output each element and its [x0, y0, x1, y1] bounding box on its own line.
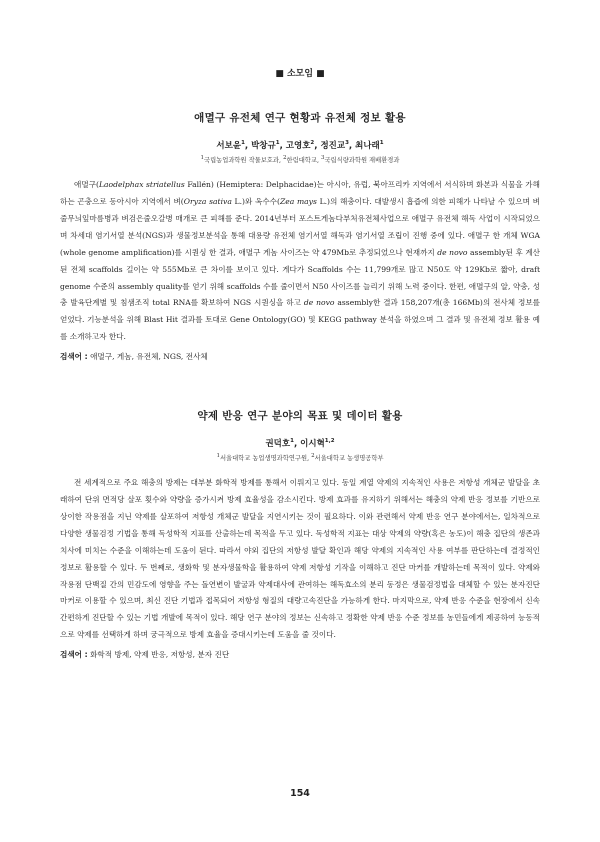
affil-sup: 2 [283, 155, 287, 161]
affil-text: 국립농업과학원 작물보호과, [204, 157, 282, 165]
author-name: 박창규 [251, 141, 276, 151]
abstract-1-keywords [60, 351, 540, 362]
author-name: 이시혁 [300, 439, 325, 449]
body-text: assembly된 후 계산된 전체 scaffolds 길이는 약 555Mb로 큰 차이를 보이고 있다. 게다가 Scaffolds 수는 11,799개로 많고 N50도 약 129Kb로 짧아, draft genome 수준의 assembly quality를 얻기 위해 scaffolds 수를 줄이면서 N50 사이즈를 늘리기 위해 노력 중이다. 한편, 애멸구의 알, 약충, 성충 발육단계별 및 침샘조직 total RNA를 확보하여 NGS 시퀀싱을 하고 [60, 247, 541, 308]
author-name: 고영호 [285, 141, 311, 151]
abstract-1-title: 애멸구 유전체 연구 현황과 유전체 정보 활용 [194, 112, 406, 124]
author-sup: 3 [345, 140, 349, 147]
body-text: Fallén) (Hemiptera: Delphacidae)는 아시아, 유럽, 북아프리카 지역에서 서식하며 화본과 식물을 가해하는 곤충으로 동아시아 지역에서 벼( [60, 180, 540, 206]
abstract-2-body: 전 세계적으로 주요 해충의 방제는 대부분 화학적 방제를 통해서 이뤄지고 있다. 동일 계열 약제의 지속적인 사용은 저항성 개체군 발달을 초래하여 단위 면적당 살포 횟수와 약량을 증가시켜 방제 효율성을 감소시킨다. 방제 효과를 유지하기 위해서는 해충의 약제 반응 정보를 기반으로 상이한 작용점을 지닌 약제를 살포하여 저항성 개체군 발달을 지연시키는 것이 필요하다. 이와 관련해서 약제 반응 연구 분야에서는, 일차적으로 다양한 생물검정 기법을 통해 독성학적 지표를 산출하는데 목적을 두고 있다. 독성학적 지표는 대상 약제의 약량(혹은 농도)이 해충 집단의 생존과 치사에 미치는 수준을 이해하는데 도움이 된다. 따라서 야외 집단의 저항성 발달 확인과 해당 약제의 지속적인 사용 여부를 판단하는데 결정적인 정보로 활용할 수 있다. 두 번째로, 생화학 및 분자생물학을 활용하여 약제 저항성 기작을 이해하고 진단 마커를 개발하는데 목적이 있다. 약제와 작용점 단백질 간의 민감도에 영향을 주는 돌연변이 발굴과 약제대사에 관여하는 해독효소의 분리 동정은 생물검정법을 대체할 수 있는 분자진단 마커로 이용할 수 있으며, 최신 진단 기법과 접목되어 저항성 형질의 대량고속진단을 가능하게 한다. 마지막으로, 약제 반응 수준을 현장에서 신속 간편하게 진단할 수 있는 기법 개발에 목적이 있다. 해당 연구 분야의 정보는 신속하고 정확한 약제 반응 수준 정보를 농민들에게 제공하여 능동적으로 약제를 선택하게 하며 궁극적으로 방제 효율을 증대시키는데 도움을 줄 것이다. [60, 478, 540, 640]
affil-sup: 3 [320, 155, 325, 161]
author-sup: 1,2 [324, 438, 335, 445]
body-text: 애멸구( [74, 180, 99, 190]
affil-sup: 1 [200, 155, 205, 161]
body-text: assembly한 결과 158,207개(총 166Mb)의 전사체 정보를 얻었다. 기능분석을 위해 Blast Hit 결과를 토대로 Gene Ontology(GO) 및 KEGG pathway 분석을 하였으며 그 결과 및 유전체 정보 활용 예를 소개하고자 한다. [60, 298, 541, 342]
abstract-2 [60, 408, 540, 660]
author-name: 최나래 [355, 141, 380, 151]
author-name: 정진교 [320, 141, 346, 151]
keywords-text: 애멸구, 게놈, 유전체, NGS, 전사체 [87, 352, 208, 362]
species-name: Zea mays [279, 197, 317, 206]
author-name: 서보윤 [216, 141, 242, 151]
abstract-2-title: 약제 반응 연구 분야의 목표 및 데이터 활용 [197, 410, 403, 422]
keywords-label: 검색어 : [60, 650, 88, 660]
page-number: 154 [290, 788, 310, 799]
species-name: Oryza sativa [183, 197, 232, 206]
body-text: L.)와 옥수수( [231, 197, 280, 206]
body-text: L.)의 해충이다. 대발생시 흡즙에 의한 피해가 나타날 수 있으며 벼줄무늬잎마름병과 벼검은줄오갈병 매개로 큰 피해를 준다. 2014년부터 포스트게놈다부처유전체사업으로 애멸구 유전체 해독 사업이 시작되었으며 차세대 염기서열 분석(NGS)과 생물정보분석을 통해 대용량 유전체 염기서열 해독과 염기서열 조립이 진행 중에 있다. 애멸구 한 개체 WGA (whole genome amplification)를 시퀀싱 한 결과, 애멸구 게놈 사이즈는 약 479Mb로 추정되었으나 현재까지 [60, 197, 540, 257]
section-header: ■ 소모임 ■ [275, 69, 325, 79]
abstract-2-keywords [60, 649, 540, 660]
affil-text: 서울대학교 농업생명과학연구원, [219, 455, 310, 463]
keywords-text: 화학적 방제, 약제 반응, 저항성, 분자 진단 [87, 650, 230, 660]
author-sup: 1 [275, 140, 280, 147]
species-name: Laodelphax striatellus [98, 180, 185, 190]
affil-text: 서울대학교 농생명공학부 [314, 455, 384, 463]
italic-term: de novo [437, 247, 468, 257]
author-sup: 1 [290, 438, 294, 445]
abstract-2-authors: 권덕호$^1$, 이시혁$^{1,2}$ [265, 438, 335, 449]
abstract-1-body [60, 177, 540, 346]
abstract-2-affiliations [60, 453, 540, 462]
affil-sup: 2 [311, 453, 315, 459]
author-name: 권덕호 [265, 439, 291, 449]
affil-text: 한림대학교, [286, 157, 319, 165]
abstract-1 [60, 110, 540, 362]
abstract-1-affiliations [60, 155, 540, 164]
keywords-label: 검색어 : [60, 352, 88, 362]
author-sup: 2 [310, 140, 315, 147]
affil-sup: 1 [216, 453, 220, 459]
italic-term: de novo [303, 298, 335, 308]
author-sup: 1 [241, 140, 245, 147]
abstract-1-authors: 서보윤$^1$, 박창규$^1$, 고영호$^2$, 정진교$^3$, 최나래$^1$ [216, 140, 384, 151]
affil-text: 국립식량과학원 재배환경과 [324, 157, 400, 165]
author-sup: 1 [379, 140, 384, 147]
